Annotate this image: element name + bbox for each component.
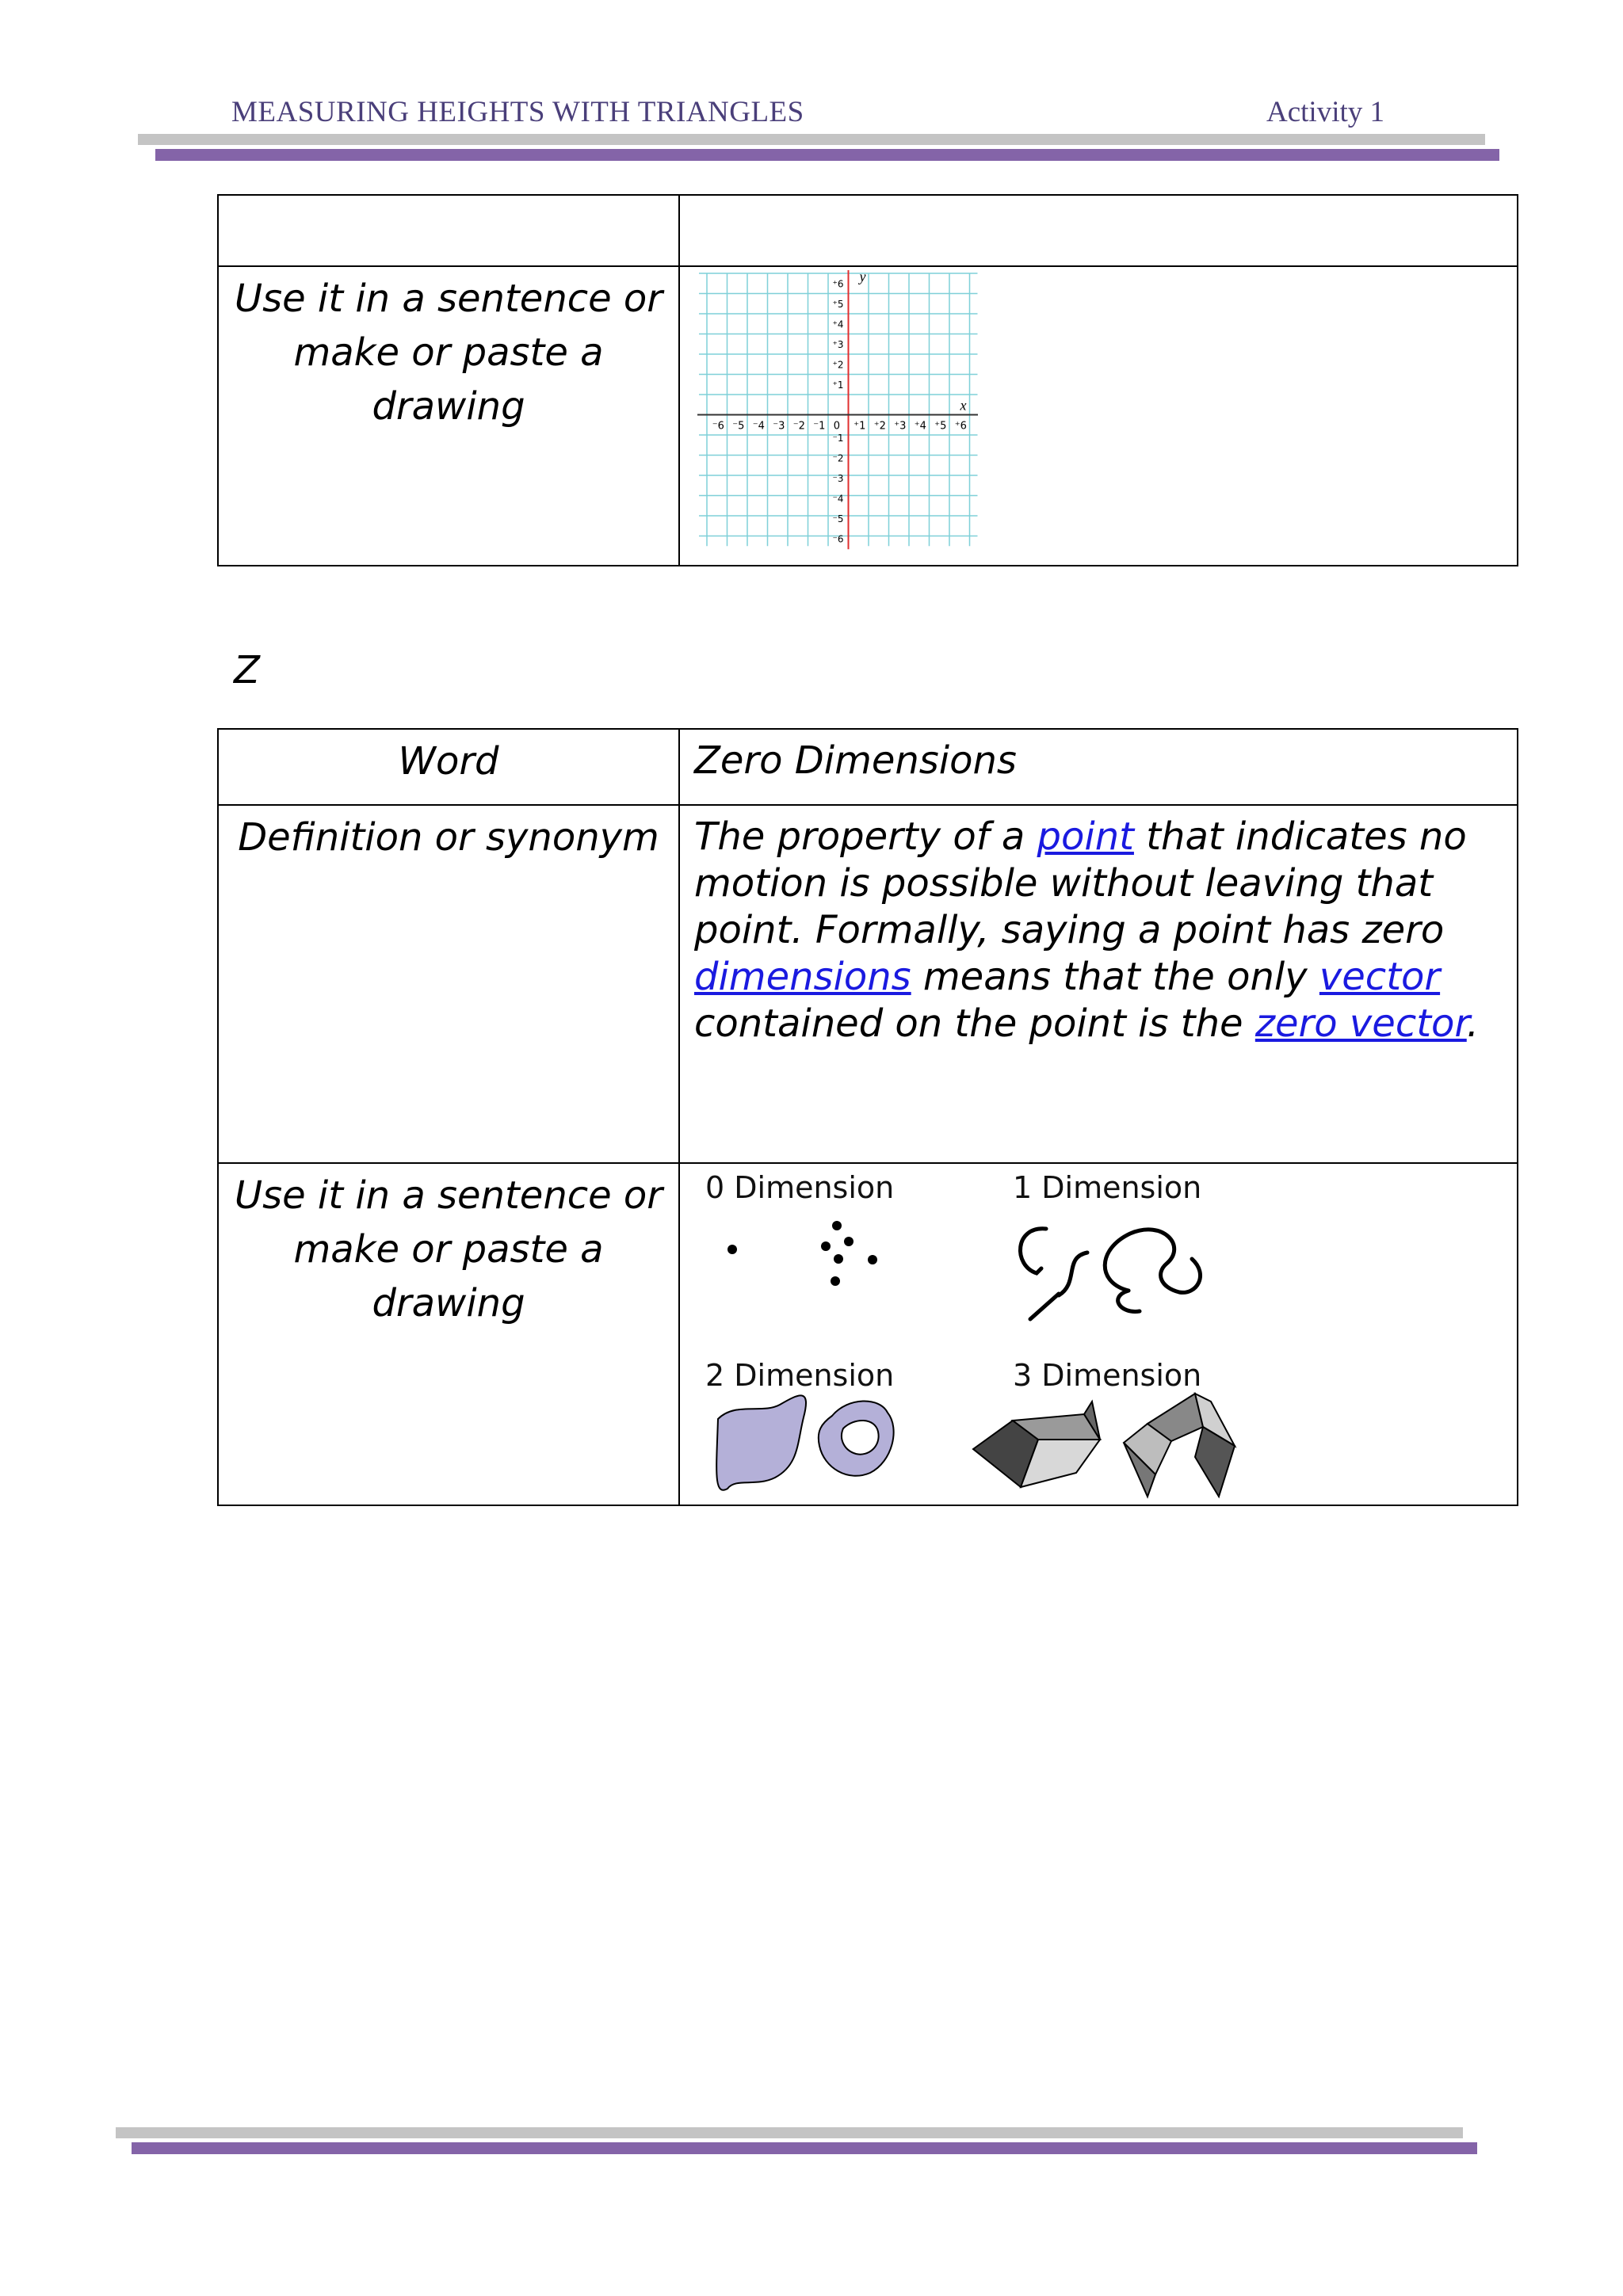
region-shape (716, 1395, 806, 1489)
footer-rule-gray (116, 2127, 1463, 2138)
y-tick-label: ⁻2 (832, 452, 844, 464)
point-dot (844, 1237, 854, 1246)
definition-text (679, 805, 1518, 1163)
curve-path (1059, 1253, 1087, 1295)
word-value: Zero Dimensions (679, 729, 1518, 805)
x-tick-label: ⁺5 (934, 420, 947, 433)
curve-path (1020, 1229, 1046, 1273)
point-dot (868, 1255, 877, 1264)
dimension-3-label: 3 Dimension (1013, 1358, 1202, 1393)
x-tick-label: ⁻6 (712, 420, 724, 433)
link-dimensions[interactable]: dimensions (694, 955, 911, 999)
y-tick-label: ⁺5 (832, 299, 844, 310)
x-tick-label: ⁺2 (873, 420, 886, 433)
use-label-line: drawing (372, 384, 525, 429)
definition-text-part: contained on the point is the (694, 1001, 1255, 1046)
y-tick-label: ⁻6 (832, 533, 844, 545)
x-tick-label: ⁻3 (773, 420, 785, 433)
section-letter: Z (234, 648, 260, 692)
x-tick-label: ⁺1 (854, 420, 866, 433)
y-axis-label: y (859, 269, 866, 284)
link-vector[interactable]: vector (1319, 955, 1441, 999)
definition-label: Definition or synonym (218, 805, 679, 1163)
y-tick-label: ⁺2 (832, 359, 844, 371)
curve-path (1105, 1230, 1200, 1292)
coordinate-grid-image (693, 267, 978, 552)
dimension-2-label: 2 Dimension (705, 1358, 895, 1393)
link-zero-vector[interactable]: zero vector (1254, 1001, 1467, 1046)
use-label-line: make or paste a (293, 330, 604, 375)
x-tick-label: ⁻2 (792, 420, 805, 433)
y-tick-label: ⁺6 (832, 278, 844, 290)
use-label-line: drawing (372, 1281, 525, 1325)
two-dimension-shapes (716, 1395, 893, 1489)
dimensions-drawing-cell (679, 1163, 1518, 1505)
table-row (218, 729, 1518, 805)
y-tick-label: ⁻3 (832, 473, 844, 484)
y-tick-label: ⁻5 (832, 513, 844, 524)
x-axis-label: x (960, 397, 967, 414)
definition-text-part: . (1466, 1001, 1480, 1046)
dimensions-image (680, 1164, 1512, 1505)
x-tick-label: 0 (833, 420, 841, 433)
use-label-line: Use it in a sentence or (234, 1173, 663, 1218)
point-dot (834, 1254, 843, 1264)
curve-path (1030, 1294, 1059, 1319)
y-tick-label: ⁻4 (832, 493, 844, 505)
table1-row1-left (218, 195, 679, 266)
header-activity: Activity 1 (1266, 96, 1385, 128)
dimension-1-label: 1 Dimension (1013, 1170, 1202, 1205)
table1-drawing-cell (679, 266, 1518, 566)
point-dot (727, 1245, 737, 1254)
y-tick-label: ⁻1 (832, 433, 844, 444)
three-dimension-solids (973, 1394, 1235, 1497)
x-tick-label: ⁺3 (894, 420, 907, 433)
table-row (218, 805, 1518, 1163)
vocab-table-1 (217, 194, 1518, 566)
y-tick-label: ⁺3 (832, 339, 844, 350)
table1-use-label (218, 266, 679, 566)
use-label (218, 1163, 679, 1505)
vocab-table-2 (217, 728, 1518, 1506)
x-tick-label: ⁺4 (914, 420, 926, 433)
point-dot (832, 1221, 842, 1230)
use-label-line: make or paste a (293, 1227, 604, 1272)
header-rule-gray (138, 134, 1485, 145)
header-title: MEASURING HEIGHTS WITH TRIANGLES (231, 96, 804, 128)
table-row (218, 266, 1518, 566)
footer-rule-purple (132, 2142, 1477, 2154)
table-row (218, 1163, 1518, 1505)
definition-text-part: The property of a (694, 814, 1037, 859)
definition-text-part: means that the only (911, 955, 1319, 999)
x-tick-label: ⁻5 (732, 420, 745, 433)
dimension-0-label: 0 Dimension (705, 1170, 895, 1205)
curve-path (1118, 1291, 1140, 1311)
y-tick-label: ⁺4 (832, 318, 844, 330)
header-rule-purple (155, 149, 1499, 161)
x-tick-label: ⁻1 (813, 420, 826, 433)
page-header (0, 0, 1623, 174)
definition-text-part: that indicates no motion is possible without leaving that point. Formally, saying a point has zero (694, 814, 1467, 952)
one-dimension-curves (1020, 1229, 1200, 1319)
zero-dimension-points (727, 1221, 877, 1286)
x-tick-label: ⁺6 (954, 420, 967, 433)
point-dot (821, 1241, 831, 1251)
x-tick-label: ⁻4 (752, 420, 765, 433)
link-point[interactable]: point (1037, 814, 1134, 859)
point-dot (831, 1276, 840, 1286)
table-row (218, 195, 1518, 266)
word-label: Word (218, 729, 679, 805)
table1-row1-right (679, 195, 1518, 266)
region-hole (842, 1421, 879, 1455)
y-tick-label: ⁺1 (832, 379, 844, 391)
use-label-line: Use it in a sentence or (234, 277, 663, 321)
